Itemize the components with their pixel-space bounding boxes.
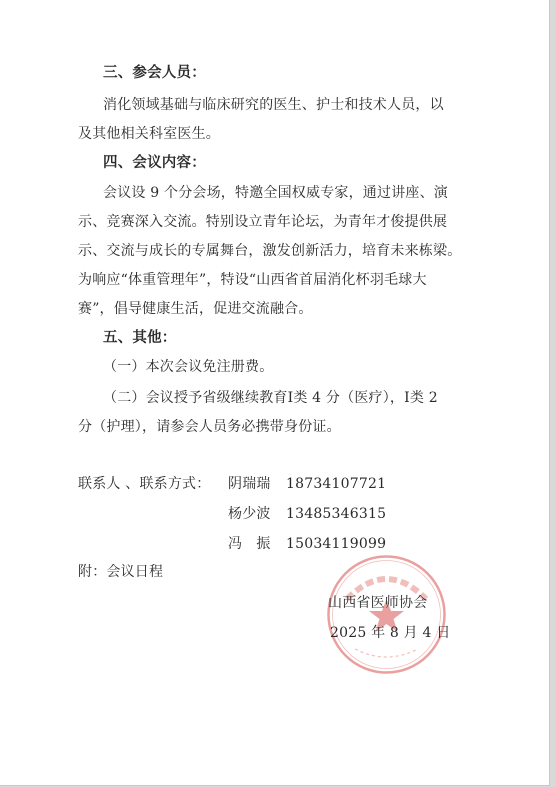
paragraph-line: 会议设 9 个分会场，特邀全国权威专家，通过讲座、演: [103, 185, 449, 201]
contact-label: 联系人 、联系方式：: [78, 476, 211, 492]
paragraph-line: 示、交流与成长的专属舞台，激发创新活力，培育未来栋梁。: [78, 243, 462, 259]
contact-name: 杨少波: [228, 506, 271, 522]
contact-phone: 18734107721: [286, 476, 387, 492]
paragraph-line: 消化领域基础与临床研究的医生、护士和技术人员，以: [103, 97, 444, 113]
contact-phone: 13485346315: [286, 506, 387, 522]
paragraph-line: （二）会议授予省级继续教育Ⅰ类 4 分（医疗），Ⅰ类 2: [103, 390, 438, 406]
contact-name: 阴瑞瑞: [228, 476, 271, 492]
paragraph-line: 为响应“体重管理年”，特设“山西省首届消化杯羽毛球大: [78, 272, 427, 288]
paragraph-line: 及其他相关科室医生。: [78, 126, 220, 142]
section-heading-content: 四、会议内容：: [103, 154, 206, 171]
paragraph-line: 赛”，倡导健康生活，促进交流融合。: [78, 301, 313, 317]
signature-org: 山西省医师协会: [328, 595, 428, 611]
paragraph-line: 分（护理），请参会人员务必携带身份证。: [78, 419, 341, 435]
paragraph-line: （一）本次会议免注册费。: [103, 359, 274, 375]
contact-name: 冯 振: [228, 536, 271, 552]
section-heading-attendees: 三、参会人员：: [103, 64, 206, 81]
attachment-note: 附：会议日程: [78, 564, 164, 580]
paragraph-line: 示、竞赛深入交流。特别设立青年论坛，为青年才俊提供展: [78, 214, 448, 230]
official-seal-icon: [325, 553, 448, 676]
signature-date: 2025 年 8 月 4 日: [330, 625, 451, 641]
section-heading-other: 五、其他：: [103, 329, 177, 346]
contact-phone: 15034119099: [286, 536, 387, 552]
